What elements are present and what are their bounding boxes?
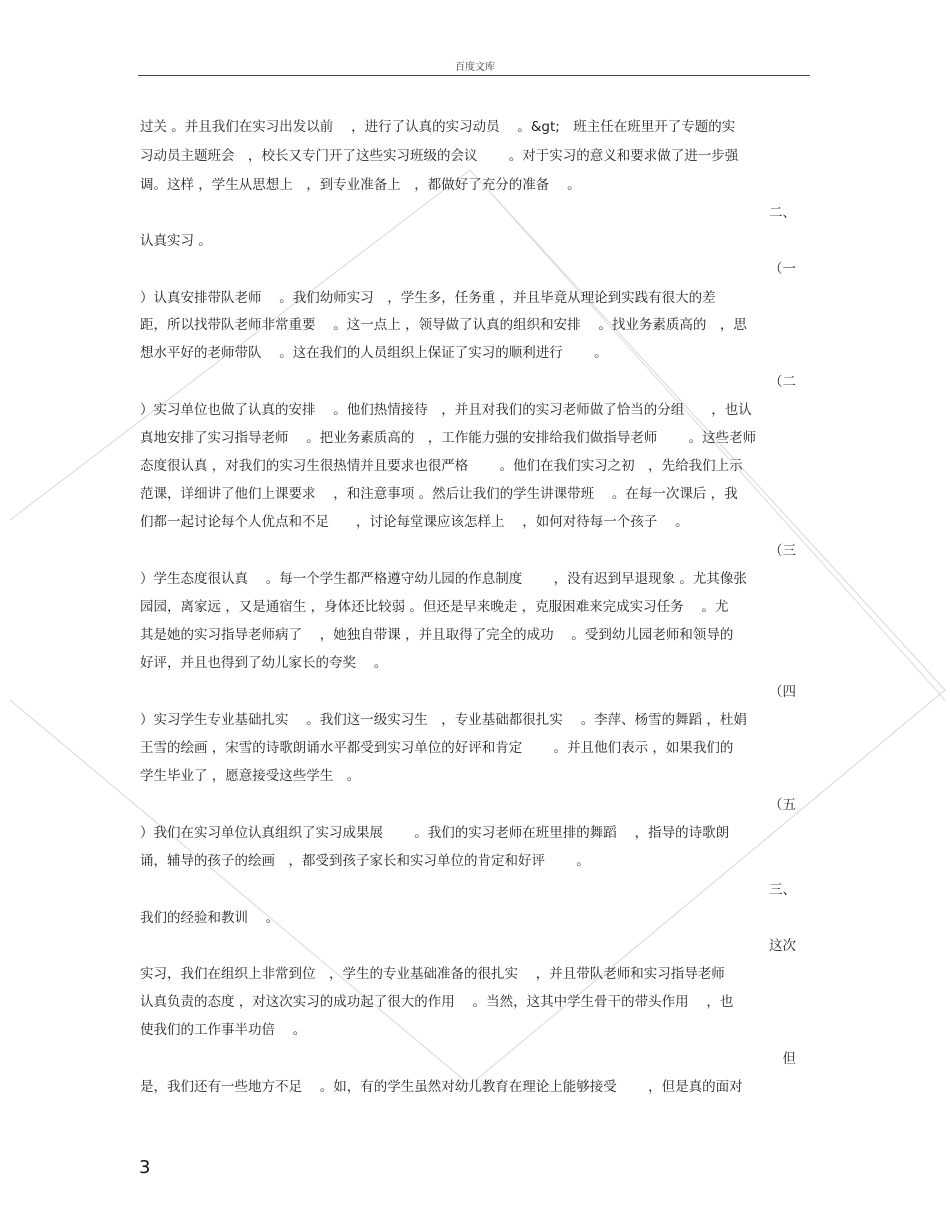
- section-heading: 认真实习 。: [140, 233, 212, 249]
- paragraph-start: 但: [782, 1051, 796, 1067]
- section-heading-number: 二、: [769, 205, 796, 221]
- text-line: ）我们在实习单位认真组织了实习成果展 。我们的实习老师在班里排的舞蹈 ，指导的诗歌朗: [140, 825, 730, 841]
- subsection-marker: （四: [769, 684, 796, 700]
- text-line: 们都一起讨论每个人优点和不足 ，讨论每堂课应该怎样上 ，如何对待每一个孩子 。: [140, 514, 689, 530]
- text-line: 态度很认真 ，对我们的实习生很热情并且要求也很严格 。他们在我们实习之初 ，先给我们上示: [140, 458, 743, 474]
- text-line: 园园，离家远 ，又是通宿生 ，身体还比较弱 。但还是早来晚走 ，克服困难来完成实习任务 。尤: [140, 599, 729, 615]
- text-line: 使我们的工作事半功倍 。: [140, 1022, 307, 1038]
- text-line: ）学生态度很认真 。每一个学生都严格遵守幼儿园的作息制度 ，没有迟到早退现象 。尤其像张: [140, 571, 747, 587]
- text-line: 认真负责的态度 ，对这次实习的成功起了很大的作用 。当然，这其中学生骨干的带头作用 ，也: [140, 994, 734, 1010]
- text-line: 真地安排了实习指导老师 。把业务素质高的 ，工作能力强的安排给我们做指导老师 。这些老师: [140, 430, 757, 446]
- text-line: 范课，详细讲了他们上课要求 ，和注意事项 。然后让我们的学生讲课带班 。在每一次课后 ，我: [140, 486, 738, 502]
- text-line: 好评，并且也得到了幼儿家长的夸奖 。: [140, 655, 388, 671]
- text-line: 实习，我们在组织上非常到位 ，学生的专业基础准备的很扎实 ，并且带队老师和实习指导老师: [140, 966, 725, 982]
- text-line: 距，所以找带队老师非常重要 。这一点上 ，领导做了认真的组织和安排 。找业务素质高的 ，思: [140, 317, 747, 333]
- page-header: 百度文库: [455, 62, 495, 73]
- text-line: 想水平好的老师带队 。这在我们的人员组织上保证了实习的顺利进行 。: [140, 345, 608, 361]
- text-line: 王雪的绘画 ，宋雪的诗歌朗诵水平都受到实习单位的好评和肯定 。并且他们表示 ，如果我们的: [140, 740, 734, 756]
- section-heading-number: 三、: [769, 882, 796, 898]
- text-line: 调。这样 ，学生从思想上 ，到专业准备上 ，都做好了充分的准备 。: [140, 177, 581, 193]
- text-line: 学生毕业了 ，愿意接受这些学生 。: [140, 768, 361, 784]
- text-line: ）认真安排带队老师 。我们幼师实习 ，学生多，任务重 ，并且毕竟从理论到实践有很大的差: [140, 290, 716, 306]
- text-line: 习动员主题班会 ，校长又专门开了这些实习班级的会议 。对于实习的意义和要求做了进一步强: [140, 148, 739, 164]
- text-line: 诵，辅导的孩子的绘画 ，都受到孩子家长和实习单位的肯定和好评 。: [140, 853, 590, 869]
- text-line: ）实习单位也做了认真的安排 。他们热情接待 ，并且对我们的实习老师做了恰当的分组 ，也认: [140, 402, 752, 418]
- page-number: 3: [139, 1157, 151, 1178]
- text-line: 其是她的实习指导老师病了 ，她独自带课 ，并且取得了完全的成功 。受到幼儿园老师和领导的: [140, 627, 734, 643]
- section-heading: 我们的经验和教训 。: [140, 910, 280, 926]
- subsection-marker: （一: [769, 261, 796, 277]
- text-line: 过关 。并且我们在实习出发以前 ，进行了认真的实习动员 。&gt; 班主任在班里开了专题的实: [140, 119, 736, 135]
- paragraph-start: 这次: [769, 938, 796, 954]
- subsection-marker: （五: [769, 797, 796, 813]
- header-rule: [138, 75, 810, 76]
- text-line: 是，我们还有一些地方不足 。如，有的学生虽然对幼儿教育在理论上能够接受 ，但是真的面对: [140, 1079, 743, 1095]
- subsection-marker: （二: [769, 374, 796, 390]
- subsection-marker: （三: [769, 543, 796, 559]
- text-line: ）实习学生专业基础扎实 。我们这一级实习生 ，专业基础都很扎实 。李萍、杨雪的舞蹈 ，杜娟: [140, 712, 747, 728]
